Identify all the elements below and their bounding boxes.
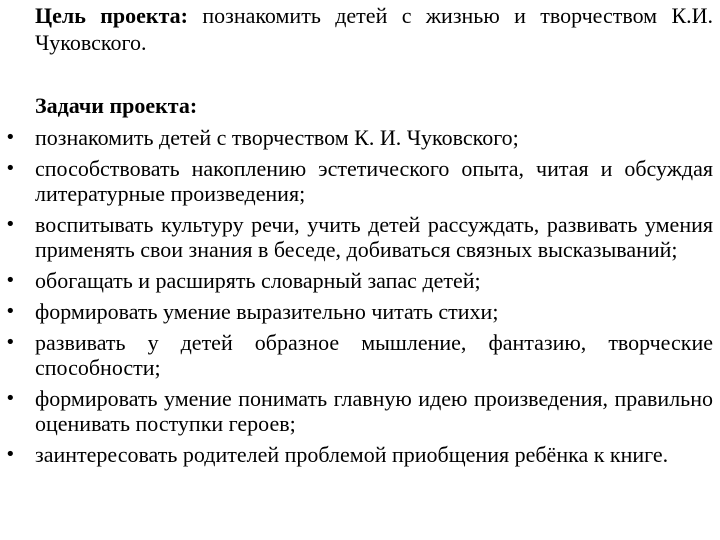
- task-text: познакомить детей с творчеством К. И. Чуковского;: [35, 125, 519, 150]
- bullet-icon: •: [5, 388, 16, 409]
- task-item: [0, 268, 713, 293]
- task-item: [0, 125, 713, 150]
- project-goal: [35, 2, 713, 56]
- task-item: [0, 299, 713, 324]
- project-tasks-title: Задачи проекта:: [35, 93, 198, 118]
- bullet-icon: •: [5, 444, 16, 465]
- task-text: формировать умение выразительно читать стихи;: [35, 299, 499, 324]
- task-text: заинтересовать родителей проблемой приобщения ребёнка к книге.: [35, 442, 669, 467]
- task-item: [0, 156, 713, 206]
- task-text: обогащать и расширять словарный запас детей;: [35, 268, 481, 293]
- task-text: формировать умение понимать главную идею произведения, правильно оценивать поступки героев;: [35, 386, 713, 436]
- project-goal-label: Цель проекта:: [35, 3, 188, 28]
- bullet-icon: •: [5, 127, 16, 148]
- task-item: [0, 330, 713, 380]
- bullet-icon: •: [5, 301, 16, 322]
- bullet-icon: •: [5, 214, 16, 235]
- bullet-icon: •: [5, 270, 16, 291]
- task-item: [0, 212, 713, 262]
- bullet-icon: •: [5, 158, 16, 179]
- task-text: развивать у детей образное мышление, фантазию, творческие способности;: [35, 330, 713, 380]
- task-item: [0, 386, 713, 436]
- project-goal-text: познакомить детей с жизнью и творчеством К.И. Чуковского.: [35, 3, 713, 55]
- project-tasks-list: [0, 125, 720, 473]
- task-item: [0, 442, 713, 467]
- task-text: воспитывать культуру речи, учить детей рассуждать, развивать умения применять свои знания в беседе, добиваться связных высказываний;: [35, 212, 713, 262]
- bullet-icon: •: [5, 332, 16, 353]
- task-text: способствовать накоплению эстетического опыта, читая и обсуждая литературные произведения;: [35, 156, 713, 206]
